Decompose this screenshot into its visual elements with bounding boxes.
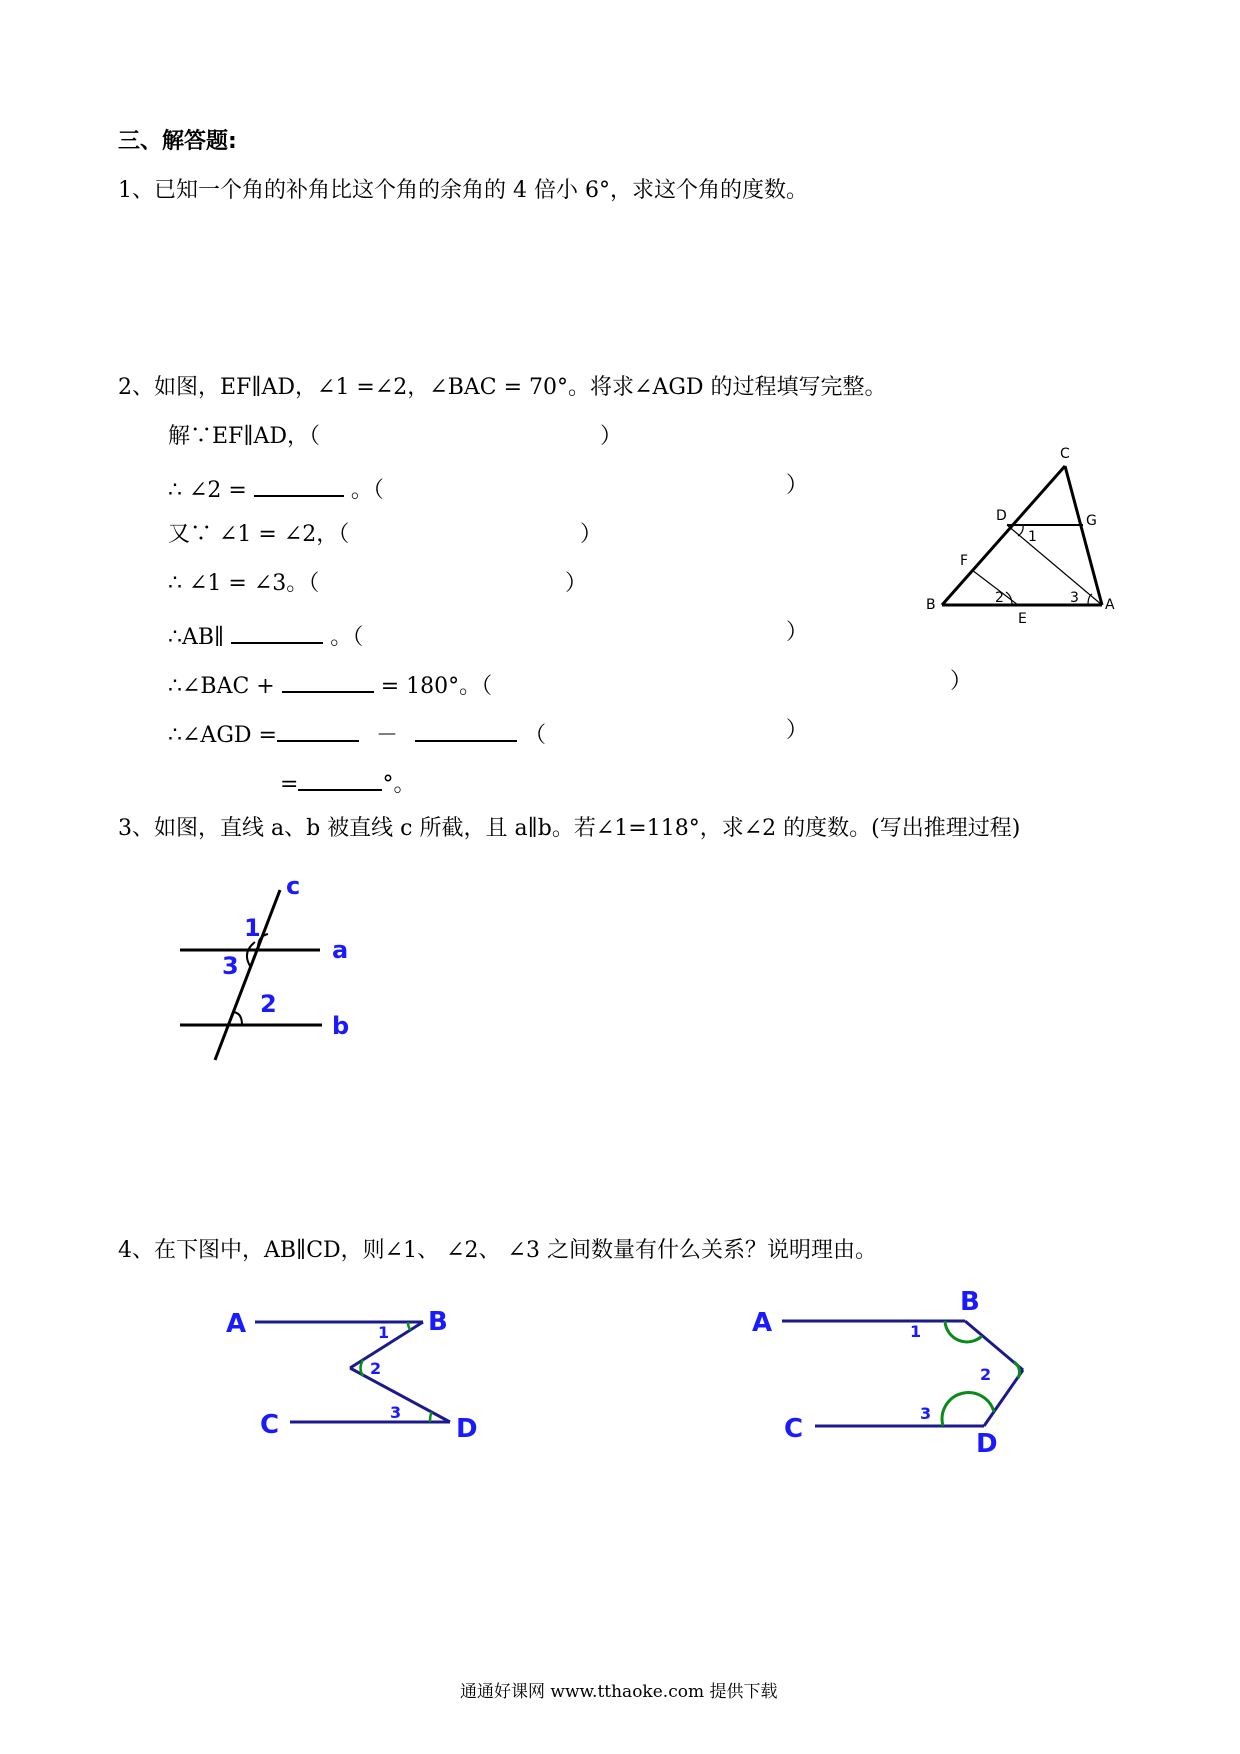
segment-da [1007, 525, 1102, 605]
label-angle-2: 2 [370, 1359, 382, 1378]
label-c: C [260, 1410, 280, 1440]
label-angle-1: 1 [244, 914, 261, 942]
q2-step-6-text: ∴∠BAC + [168, 674, 275, 699]
label-d: D [996, 508, 1007, 524]
q2-step-2-paren: 。（ [350, 478, 384, 503]
q2-step-2 [168, 475, 384, 502]
question-4-prompt: 4、在下图中，AB∥CD，则∠1、 ∠2、 ∠3 之间数量有什么关系？说明理由。 [118, 1238, 877, 1263]
q2-step-4-close: ） [565, 571, 588, 596]
label-c: C [1060, 446, 1070, 462]
q2-step-6-text-b: = 180°。（ [380, 674, 493, 699]
q2-answer-blank-2[interactable] [231, 622, 323, 644]
label-c: c [286, 872, 301, 900]
q2-step-7-minus: － [375, 723, 398, 748]
label-g: G [1086, 513, 1097, 529]
label-angle-3: 3 [390, 1403, 402, 1422]
q2-step-8 [280, 769, 415, 796]
q2-step-5-text: ∴AB∥ [168, 625, 225, 650]
label-c: C [784, 1414, 804, 1444]
q2-answer-blank-1[interactable] [254, 475, 344, 497]
label-b: B [960, 1287, 980, 1317]
label-f: F [960, 553, 969, 569]
q4-left-figure [220, 1290, 490, 1460]
q2-step-5 [168, 622, 363, 649]
label-angle-3: 3 [222, 952, 239, 980]
label-d: D [976, 1429, 998, 1459]
q2-triangle-figure [920, 440, 1130, 630]
question-2-prompt: 2、如图，EF∥AD，∠1 =∠2，∠BAC = 70°。将求∠AGD 的过程填写完整。 [118, 375, 887, 400]
q2-step-1-close: ） [600, 424, 623, 449]
q2-step-7-close: ） [786, 718, 809, 743]
q2-answer-blank-5[interactable] [415, 720, 517, 742]
q2-step-8-deg: °。 [382, 772, 416, 797]
q2-step-3-close: ） [580, 522, 603, 547]
label-e: E [1018, 611, 1027, 627]
label-a: a [332, 936, 349, 964]
label-angle-2: 2 [980, 1365, 992, 1384]
q2-step-7 [168, 720, 546, 747]
q2-step-3 [168, 524, 349, 546]
section-title: 三、解答题: [118, 129, 237, 154]
label-angle-1: 1 [1028, 529, 1037, 545]
label-angle-3: 3 [920, 1404, 932, 1423]
q2-step-7-paren: （ [523, 723, 546, 748]
side-bc [942, 466, 1065, 605]
q2-step-1-text: 解∵EF∥AD，（ [168, 424, 321, 449]
angle-2-arc [361, 1360, 364, 1376]
q2-answer-blank-3[interactable] [282, 671, 374, 693]
label-b: B [926, 597, 936, 613]
q4-right-figure [740, 1280, 1040, 1460]
label-angle-1: 1 [910, 1322, 922, 1341]
q2-step-6 [168, 671, 492, 698]
q2-step-7-text: ∴∠AGD = [168, 723, 277, 748]
q3-parallel-lines-figure [170, 870, 370, 1070]
label-angle-3: 3 [1070, 590, 1079, 606]
q2-step-2-close: ） [786, 473, 809, 498]
q2-step-6-close: ） [950, 669, 973, 694]
q2-step-1 [168, 426, 320, 448]
q2-step-2-text: ∴ ∠2 = [168, 478, 247, 503]
label-a: A [226, 1309, 247, 1339]
q2-step-8-eq: = [280, 772, 299, 797]
label-angle-1: 1 [378, 1323, 390, 1342]
question-3-prompt: 3、如图，直线 a、b 被直线 c 所截，且 a∥b。若∠1=118°，求∠2 的度数。(写出推理过程) [118, 816, 1021, 841]
q2-step-4 [168, 573, 319, 595]
label-d: D [456, 1414, 478, 1444]
q2-step-4-text: ∴ ∠1 = ∠3。（ [168, 571, 320, 596]
label-a: A [752, 1308, 773, 1338]
angle-2-arc [1014, 1362, 1020, 1378]
label-angle-2: 2 [260, 990, 277, 1018]
q2-step-5-paren: 。（ [330, 625, 364, 650]
q2-answer-blank-6[interactable] [298, 769, 382, 791]
side-ca [1065, 466, 1102, 605]
q2-step-5-close: ） [786, 620, 809, 645]
label-a: A [1105, 597, 1115, 613]
label-angle-2: 2 [995, 590, 1004, 606]
q2-answer-blank-4[interactable] [277, 720, 359, 742]
page-footer: 通通好课网 www.tthaoke.com 提供下载 [460, 1682, 778, 1702]
label-b: b [332, 1012, 350, 1040]
label-b: B [428, 1307, 448, 1337]
question-1-text: 1、已知一个角的补角比这个角的余角的 4 倍小 6°，求这个角的度数。 [118, 178, 808, 203]
q2-step-3-text: 又∵ ∠1 = ∠2，（ [168, 522, 350, 547]
